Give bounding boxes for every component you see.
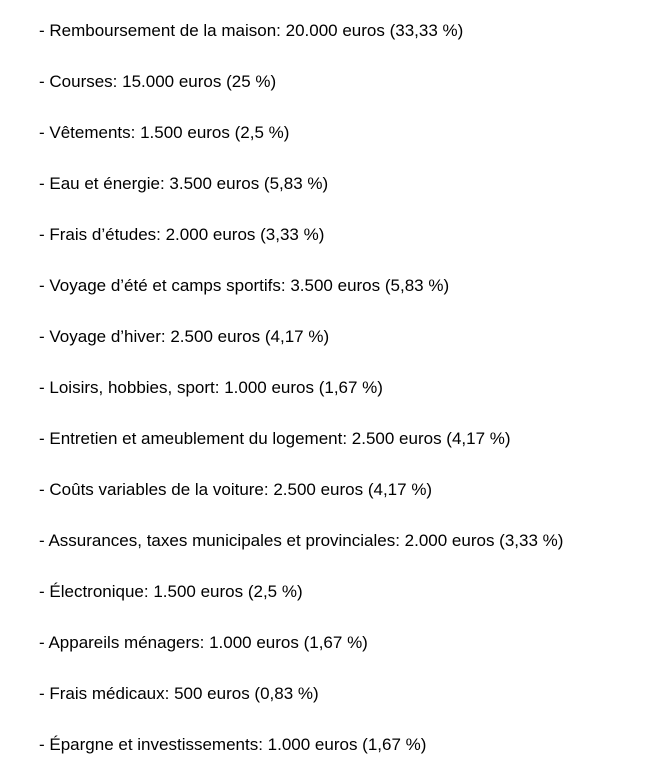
list-item: - Eau et énergie: 3.500 euros (5,83 %) <box>39 174 329 193</box>
list-item: - Électronique: 1.500 euros (2,5 %) <box>39 582 303 601</box>
budget-list <box>39 19 563 757</box>
list-item: - Voyage d’été et camps sportifs: 3.500 euros (5,83 %) <box>39 276 450 295</box>
list-item: - Frais d’études: 2.000 euros (3,33 %) <box>39 225 325 244</box>
list-item: - Appareils ménagers: 1.000 euros (1,67 %) <box>39 633 368 652</box>
list-item: - Frais médicaux: 500 euros (0,83 %) <box>39 684 319 703</box>
list-item: - Épargne et investissements: 1.000 euros (1,67 %) <box>39 735 427 754</box>
list-item: - Remboursement de la maison: 20.000 euros (33,33 %) <box>39 21 464 40</box>
list-item: - Coûts variables de la voiture: 2.500 euros (4,17 %) <box>39 480 433 499</box>
list-item: - Loisirs, hobbies, sport: 1.000 euros (1,67 %) <box>39 378 383 397</box>
list-item: - Entretien et ameublement du logement: 2.500 euros (4,17 %) <box>39 429 511 448</box>
list-item: - Vêtements: 1.500 euros (2,5 %) <box>39 123 290 142</box>
list-item: - Voyage d’hiver: 2.500 euros (4,17 %) <box>39 327 330 346</box>
list-item: - Courses: 15.000 euros (25 %) <box>39 72 277 91</box>
list-item: - Assurances, taxes municipales et provinciales: 2.000 euros (3,33 %) <box>39 531 564 550</box>
